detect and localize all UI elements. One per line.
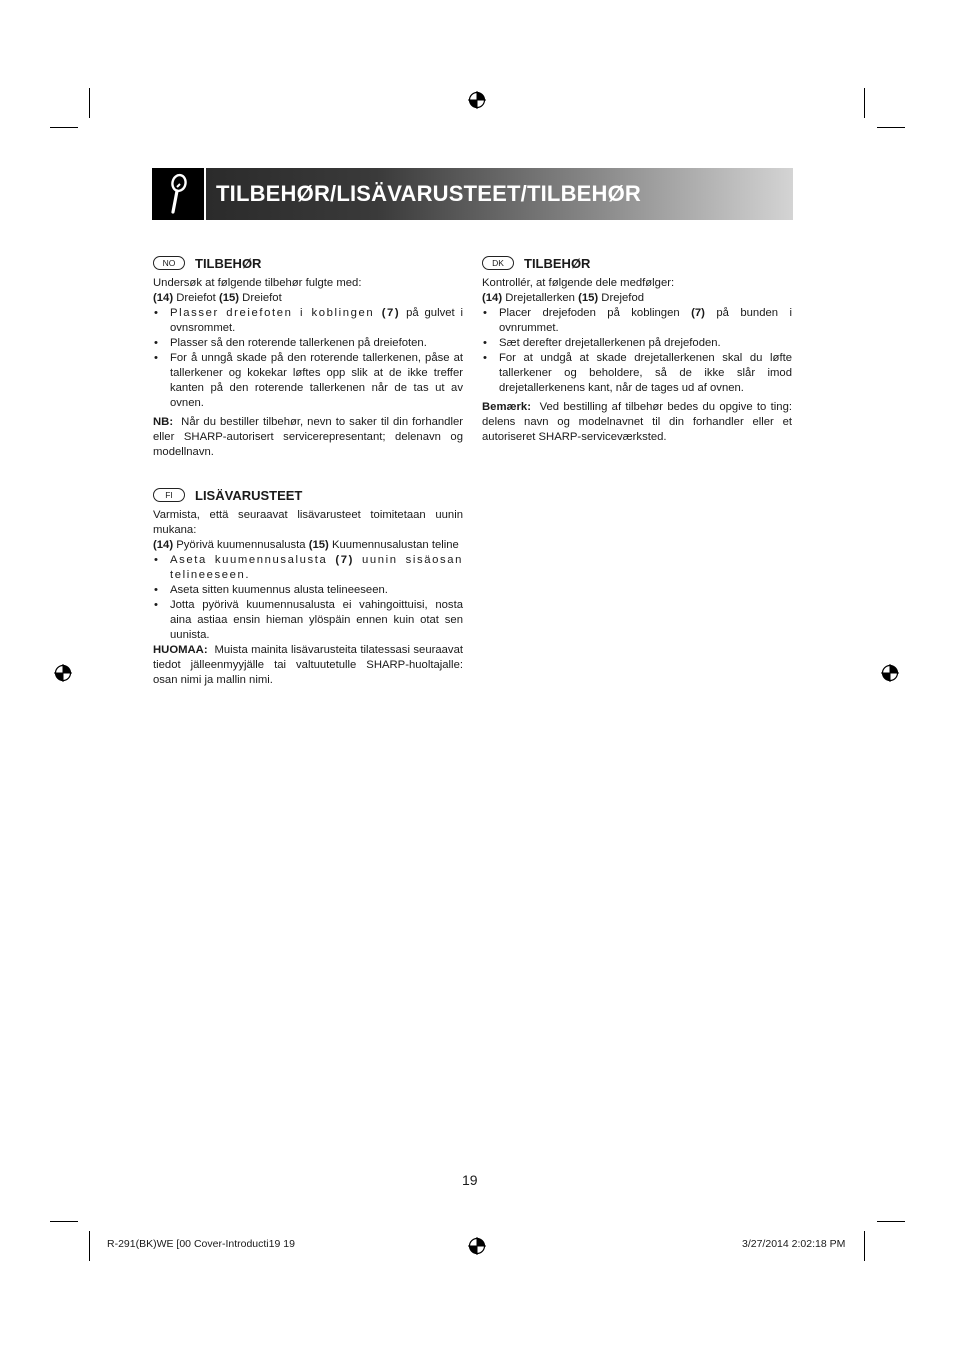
intro-text: Undersøk at følgende tilbehør fulgte med: — [153, 277, 362, 289]
crop-mark-top-left-v — [89, 88, 90, 118]
list-item: • Plasser dreiefoten i koblingen (7) på gulvet i ovnsrommet. — [153, 306, 463, 336]
crop-mark-top-right-v — [864, 88, 865, 118]
section-title: TILBEHØR — [195, 255, 262, 271]
language-badge: FI — [153, 488, 185, 502]
registration-mark-icon — [54, 664, 72, 682]
section-no — [153, 254, 463, 460]
instruction-list — [153, 306, 463, 411]
note: Bemærk: Ved bestilling af tilbehør bedes du opgive to ting: delens navn og modelnavnet til din forhandler eller et autoriseret SHARP-serviceværksted. — [482, 401, 793, 443]
section-fi — [153, 486, 463, 688]
registration-mark-icon — [881, 664, 899, 682]
intro-text: Kontrollér, at følgende dele medfølger: — [482, 277, 675, 289]
page-number: 19 — [462, 1172, 478, 1188]
left-column — [153, 254, 463, 688]
note: HUOMAA: Muista mainita lisävarusteita tilatessasi seuraavat tiedot jälleenmyyjälle tai valtuutetulle SHARP-huoltajalle: osan nimi ja mallin nimi. — [153, 644, 463, 686]
registration-mark-icon — [468, 91, 486, 109]
spatula-icon — [152, 168, 206, 220]
instruction-list — [482, 306, 792, 396]
list-item: • For å unngå skade på den roterende tallerkenen, påse at tallerkener og kokekar løftes opp slik at de ikke treffer kanten på den roterende tallerkenen når de tas ut av ovnen. — [153, 351, 463, 411]
list-item: • Sæt derefter drejetallerkenen på drejefoden. — [482, 336, 792, 351]
crop-mark-bottom-left-h — [50, 1221, 78, 1222]
instruction-list — [153, 553, 463, 643]
section-header — [153, 254, 463, 272]
section-title: LISÄVARUSTEET — [195, 487, 303, 503]
section-header — [153, 486, 463, 504]
section-title: TILBEHØR — [524, 255, 591, 271]
list-item: • Placer drejefoden på koblingen (7) på bunden i ovnrummet. — [482, 306, 792, 336]
list-item: • Aseta kuumennusalusta (7) uunin sisäosan telineeseen. — [153, 553, 463, 583]
list-item: • For at undgå at skade drejetallerkenen skal du løfte tallerkener og beholdere, så de ikke slår imod drejetallerkenens kant, når de tages ud af ovnen. — [482, 351, 792, 396]
parts-line: (14) Dreiefot (15) Dreiefot — [153, 292, 282, 304]
section-header — [482, 254, 792, 272]
crop-mark-bottom-left-v — [89, 1231, 90, 1261]
parts-line: (14) Drejetallerken (15) Drejefod — [482, 292, 645, 304]
title-banner — [152, 168, 793, 220]
section-dk — [482, 254, 792, 445]
language-badge: NO — [153, 256, 185, 270]
registration-mark-icon — [468, 1237, 486, 1255]
crop-mark-top-right-h — [877, 127, 905, 128]
parts-line: (14) Pyörivä kuumennusalusta (15) Kuumennusalustan teline — [153, 539, 459, 551]
footer-timestamp: 3/27/2014 2:02:18 PM — [742, 1238, 846, 1250]
crop-mark-top-left-h — [50, 127, 78, 128]
right-column — [482, 254, 792, 445]
page-title: TILBEHØR/LISÄVARUSTEET/TILBEHØR — [216, 181, 642, 206]
crop-mark-bottom-right-v — [864, 1231, 865, 1261]
crop-mark-bottom-right-h — [877, 1221, 905, 1222]
list-item: • Aseta sitten kuumennus alusta telineeseen. — [153, 583, 463, 598]
note: NB: Når du bestiller tilbehør, nevn to saker til din forhandler eller SHARP-autorisert servicerepresentant; delenavn og modellnavn. — [153, 416, 463, 458]
footer-file-info: R-291(BK)WE [00 Cover-Introducti19 19 — [107, 1238, 295, 1250]
language-badge: DK — [482, 256, 514, 270]
list-item: • Plasser så den roterende tallerkenen på dreiefoten. — [153, 336, 463, 351]
intro-text: Varmista, että seuraavat lisävarusteet toimitetaan uunin mukana: — [153, 509, 463, 536]
list-item: • Jotta pyörivä kuumennusalusta ei vahingoittuisi, nosta aina astiaa ensin hieman ylöspäin ennen kuin otat sen uunista. — [153, 598, 463, 643]
